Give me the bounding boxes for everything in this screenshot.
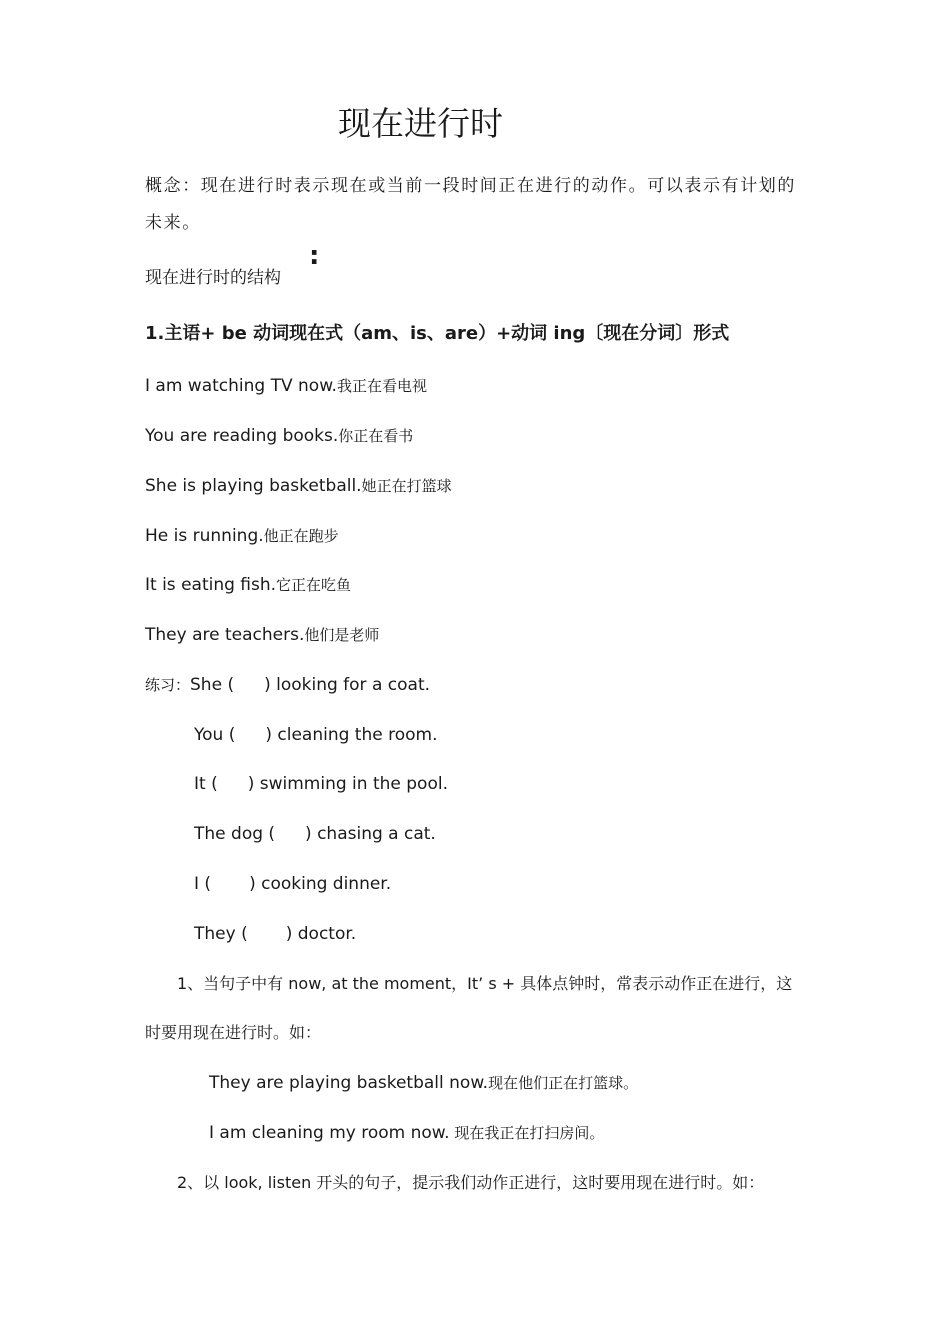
exercise-line xyxy=(194,724,437,746)
exercise-line xyxy=(194,873,391,895)
rule-1-example xyxy=(209,1122,604,1144)
exercise-prefix: You ( xyxy=(194,725,236,745)
example-en: I am watching TV now. xyxy=(145,376,337,396)
exercise-prefix: She ( xyxy=(190,675,235,695)
example-zh: 他们是老师 xyxy=(304,626,380,644)
example-en: You are reading books. xyxy=(145,426,339,446)
exercise-prefix: It ( xyxy=(194,774,218,794)
example-en: They are teachers. xyxy=(145,625,305,645)
example-zh: 他正在跑步 xyxy=(263,527,339,545)
example-en: I am cleaning my room now. xyxy=(209,1123,450,1143)
rule-1-example xyxy=(209,1072,638,1094)
example-line xyxy=(145,624,379,646)
structure-heading: 现在进行时的结构 xyxy=(145,268,281,288)
structure-formula: 1.主语+ be 动词现在式（am、is、are）+动词 ing〔现在分词〕形式 xyxy=(145,323,730,344)
exercise-line xyxy=(145,674,430,696)
exercise-suffix: ) chasing a cat. xyxy=(305,824,436,844)
structure-colon: : xyxy=(309,241,320,271)
exercise-suffix: ) looking for a coat. xyxy=(264,675,431,695)
example-line xyxy=(145,425,413,447)
example-line xyxy=(145,574,351,596)
example-zh: 我正在看电视 xyxy=(336,377,427,395)
example-zh: 她正在打篮球 xyxy=(361,477,452,495)
example-zh: 你正在看书 xyxy=(338,427,414,445)
example-en: He is running. xyxy=(145,526,264,546)
exercise-line xyxy=(194,823,436,845)
example-line xyxy=(145,375,427,397)
example-zh: 它正在吃鱼 xyxy=(276,576,352,594)
rule-1-line-1: 1、当句子中有 now, at the moment，It’ s + 具体点钟时，常表示动作正在进行，这 xyxy=(177,974,793,993)
example-en: It is eating fish. xyxy=(145,575,277,595)
concept-paragraph: 概念：现在进行时表示现在或当前一段时间正在进行的动作。可以表示有计划的未来。 xyxy=(145,176,796,233)
example-en: She is playing basketball. xyxy=(145,476,362,496)
exercise-suffix: ) swimming in the pool. xyxy=(247,774,448,794)
exercise-prefix: They ( xyxy=(194,924,248,944)
exercise-suffix: ) cooking dinner. xyxy=(249,874,392,894)
example-zh: 现在我正在打扫房间。 xyxy=(449,1124,605,1142)
example-en: They are playing basketball now. xyxy=(209,1073,489,1093)
rule-2-line: 2、以 look, listen 开头的句子，提示我们动作正进行，这时要用现在进行时。如： xyxy=(177,1173,765,1192)
example-line xyxy=(145,525,339,547)
example-line xyxy=(145,475,452,497)
rule-1-line-2: 时要用现在进行时。如： xyxy=(145,1023,322,1042)
example-zh: 现在他们正在打篮球。 xyxy=(488,1074,639,1092)
exercise-prefix: I ( xyxy=(194,874,212,894)
exercise-line xyxy=(194,923,356,945)
exercise-line xyxy=(194,773,448,795)
page-title: 现在进行时 xyxy=(338,104,503,143)
exercise-suffix: ) doctor. xyxy=(285,924,357,944)
exercise-label: 练习： xyxy=(145,676,191,694)
exercise-suffix: ) cleaning the room. xyxy=(265,725,438,745)
exercise-prefix: The dog ( xyxy=(194,824,276,844)
